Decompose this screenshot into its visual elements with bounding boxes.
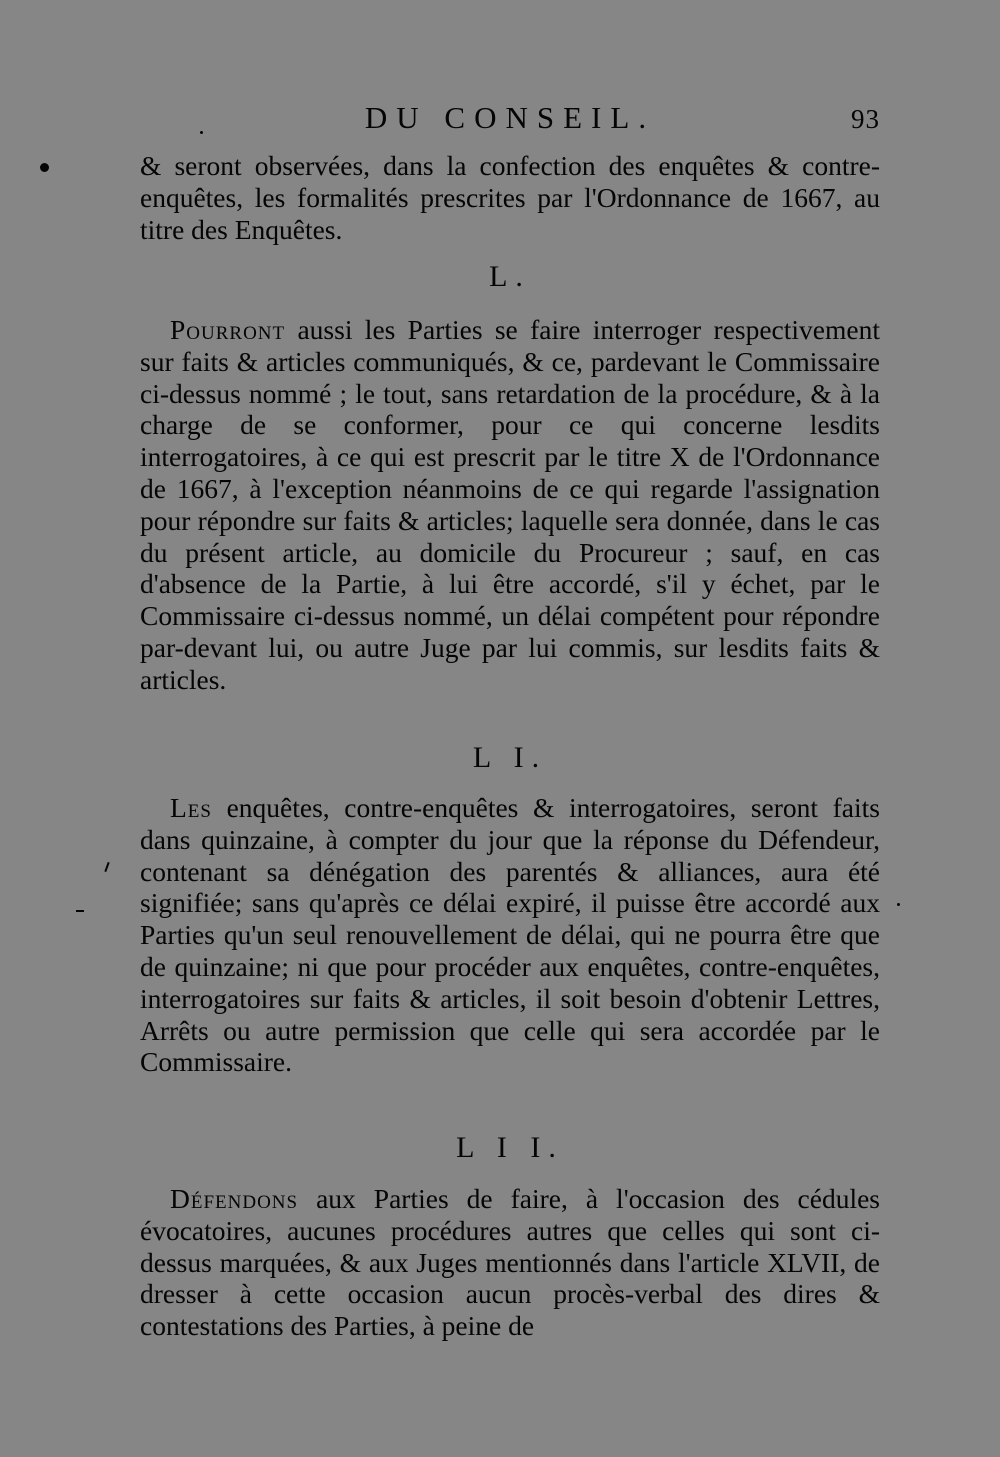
article-paragraph: [140, 314, 880, 696]
article-heading-li: L I.: [472, 741, 548, 774]
page-number: 93: [851, 104, 880, 134]
article-lead-word: Les: [170, 792, 212, 823]
running-head: [140, 100, 880, 144]
article-lii: [140, 1183, 880, 1342]
margin-tick-mark: [104, 862, 109, 872]
intro-paragraph: [140, 150, 880, 245]
margin-dash-mark: [76, 910, 84, 912]
article-heading-l: L.: [489, 260, 531, 293]
article-lead-word: Pourront: [170, 314, 286, 345]
margin-dot-mark: [40, 163, 49, 172]
article-li: [140, 792, 880, 1078]
article-l: [140, 314, 880, 696]
article-paragraph: [140, 792, 880, 1078]
intro-text: & seront observées, dans la confection des enquêtes & contre-enquêtes, les formalités prescrites par l'Ordonnance de 1667, au titre des Enquêtes.: [140, 150, 880, 245]
running-title: DU CONSEIL.: [364, 100, 656, 135]
article-body: aussi les Parties se faire interroger respectivement sur faits & articles communiqués, & ce, pardevant le Commissaire ci-dessus nommé ; le tout, sans retardation de la procédure, & à la charge de se conformer, pour ce qui concerne lesdits interrogatoires, à ce qui est prescrit par le titre X de l'Ordonnance de 1667, à l'exception néanmoins de ce qui regarde l'assignation pour répondre sur faits & articles; laquelle sera donnée, dans le cas du présent article, au domicile du Procureur ; sauf, en cas d'absence de la Partie, à lui être accordé, s'il y échet, par le Commissaire ci-dessus nommé, un délai compétent pour répondre par-devant lui, ou autre Juge par lui commis, sur lesdits faits & articles.: [140, 314, 880, 695]
article-heading-lii: L I I.: [456, 1131, 564, 1164]
article-body: enquêtes, contre-enquêtes & interrogatoires, seront faits dans quinzaine, à compter du jour que la réponse du Défendeur, contenant sa dénégation des parentés & alliances, aura été signifiée; sans qu'après ce délai expiré, il puisse être accordé aux Parties qu'un seul renouvellement de délai, qui ne pourra être que de quinzaine; ni que pour procéder aux enquêtes, contre-enquêtes, interrogatoires sur faits & articles, il soit besoin d'obtenir Lettres, Arrêts ou autre permission que celle qui sera accordée par le Commissaire.: [140, 792, 880, 1078]
article-body: aux Parties de faire, à l'occasion des cédules évocatoires, aucunes procédures autres que celles qui sont ci-dessus marquées, & aux Juges mentionnés dans l'article XLVII, de dresser à cette occasion aucun procès-verbal des dires & contestations des Parties, à peine de: [140, 1183, 880, 1342]
article-lead-word: Défendons: [170, 1183, 299, 1214]
margin-right-dot-mark: [897, 903, 900, 906]
header-dot-mark: [200, 131, 203, 134]
article-paragraph: [140, 1183, 880, 1342]
